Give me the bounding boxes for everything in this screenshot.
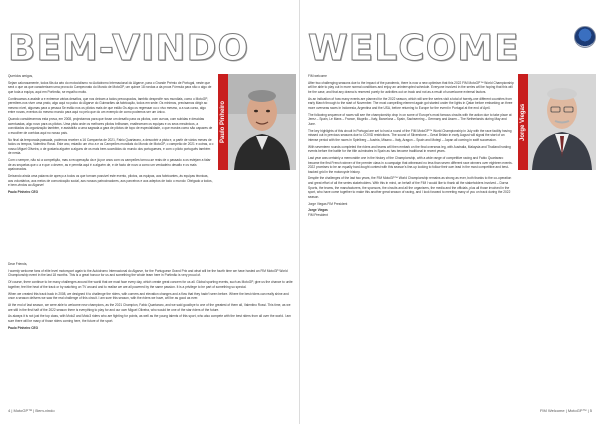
page-footer: 4 | MotoGP™ | Bem-vindo xyxy=(8,408,55,413)
paragraph: With seventeen rounds completed the riders and teams will then embark on the final overseas leg, with Australia, Malaysia and Thailand hosting events before the battle for the title culminates in Spain as has become traditional in recent years. xyxy=(308,144,511,154)
paragraph: Queridos amigos, xyxy=(8,74,33,78)
paragraph: Of course, there continue to be many challenges around the world that we must face every day, which create great concern for us all. Global sporting events, such as MotoGP, give us the chance to unite together, feel the heat of the track or by watching on TV around and to realise we are all powered by the same passion. It is a privilege to be part of something so special. xyxy=(8,280,293,289)
paragraph: Quando considerarmos esta prova, em 2008, projectamos para que fosse um desafio para os pilotos, com curvas, com subidas e descidas acentuadas, algo novo para os pilotos. Uma pista onde os melhores pilotos brilharam, enalteceram os equipas e os seus mecânicos, a convidados da organização também, e assistirão a uma sagrada a gara de pilotos de topo de especialidade, o que mostra como são capazes de o escolher de corridas aqui no nosso país. xyxy=(8,117,213,135)
paragraph: Dear Friends, xyxy=(8,262,28,266)
portrait-image xyxy=(528,74,596,170)
portrait-image xyxy=(228,74,296,170)
body-text-fim xyxy=(308,74,514,220)
paragraph: Jorge Viegas FIM President xyxy=(308,201,348,206)
paragraph: The following sequence of races will see the championship drop in on some of Europe's most famous circuits with the action due to take place at Jerez – Spain, Le Mans – France, Mugello – Italy, Barcelona – Spain, Sachsenring – Germany and Assen – The Netherlands during May and June. xyxy=(308,112,512,126)
body-text-en xyxy=(8,262,294,333)
paragraph: As an indication of how many events are planned for the 2022 season, which will see the series visit a total of twenty-one different countries from early March through to the start of November. The most compelling element again got started under the lights in Qatar before embarking on three more overseas races in Indonesia, Argentina and the USA, before returning to Europe for the event in Portugal at the end of April. xyxy=(308,96,513,110)
paragraph: No final da temporada passada, podemos receber a 16 Campanha de 2021, Fabio Quartararo, a descobrir a pista e, a partir de vários meses de todos os tempos, Valentino Rossi. Este ano, estarão um vivo a e os Campeões mundiais do Mundo de MotoGP, o campeão de 2021 e outras, a o nosso Miguel Oliveira, o de gostaria alguém a alguns de os mais bem-sucedidos do mundo dos portugueses, e com o piloto português também de nesta. xyxy=(8,137,214,156)
paragraph: Despite the challenges of the last two years, the FIM MotoGP™ World Championship remains as strong as ever, both thanks to the co-operation and great effort of all the series stakeholders. With this in mind, on behalf of the FIM I would like to thank all the stakeholders involved – Dorna Sports, the teams, the manufacturers, the sponsors, the circuits and all the organisers, the media and the officials, plus all those involved in the sport, who have come together to make this another great season of racing, and I look forward to meeting many of you on track during the 2022 season. xyxy=(308,176,512,199)
paragraph: When we created this track back in 2008, we designed it to challenge the riders, with corners and elevation changes and a flow that they hadn't seen before. Where the best riders can really shine and once a season delivers we saw the real challenge of this circuit. I am sure this season, with the riders we have, will be as good as ever. xyxy=(8,291,289,301)
photo-label: Jorge Viegas xyxy=(518,74,528,170)
page-footer: FIM Welcome | MotoGP™ | 5 xyxy=(539,408,592,413)
signature-en: Paulo Pinheiro CEO xyxy=(8,325,39,330)
signature-role: FIM President xyxy=(308,212,328,217)
paragraph: The key highlights of this circuit in Portugal are set to host a round of the FIM MotoGP™ World Championship in July with the race facility having missed out in previous seasons due to COVID restrictions. The sound of Silverstone – Great Britain in early August will signal the start of an intense period with the races in Spielberg – Austria, Misano – Italy, Aragon – Spain and Motegi – Japan all coming in swift succession. xyxy=(308,128,512,142)
page-title-pt: BEM-VINDO xyxy=(8,28,250,69)
page-title-en: WELCOME xyxy=(308,28,520,69)
paragraph: At the end of last season, we were able to welcome new champions, as the 2021 Champion, Fabio Quartararo, and we said goodbye to one of the greatest of them all, Valentino Rossi. This time, as we are still in the first half of the 2022 season there is everything to play for and our own Miguel Oliveira, who would be one of the star riders of the future. xyxy=(8,303,291,312)
paragraph: Last year was certainly a memorable one in the history of the Championship, with a wide range of competitive racing and Fabio Quartararo became the first French winner of the premier class in a campaign that witnessed no less than seven different race winners over eighteen events. 2022 promises to be an equally hard-fought contest with this season's line-up looking to follow their own lead in the most competitive and best-backed grid in the motorcycle history. xyxy=(308,155,513,174)
paragraph: Deixando ainda uma palavra de apreço a todos os que tornam possível este evento, pilotos, as equipas, aos fabricantes, às equipas técnicas, aos voluntários, aos meios de comunicação social, aos nossos patrocinadores, aos parceiros e aos adeptos de todo o mundo: Obrigado a todos, e bem-vindos ao Algarve! xyxy=(8,174,213,188)
paragraph: Sejam calorosamente, todos fãs da aéo do motociclismo no Autódromo Internacional do Algarve, para o Grande Prémio de Portugal, neste que será o que as que caracterizam uma prova do Campeonato do Mundo de MotoGP, um quinze 18 rondas a da prova Fórmula para não o algo de que toda a equipa, aqui em Portimão, se espalho muito. xyxy=(8,80,212,94)
photo-paulo-pinheiro xyxy=(218,74,296,170)
body-text-pt xyxy=(8,74,214,197)
right-page xyxy=(300,0,600,424)
paragraph: FIM welcome xyxy=(308,74,327,78)
paragraph: As always it is not just the top class, with Moto2 and Moto3 riders who are fighting for points, as well as the young talents of this sport, who also compete with the best riders from all over the world. I am sure there will be many of those riders coming here, the future of the sport. xyxy=(8,314,291,323)
signature-pt: Paulo Pinheiro CEO xyxy=(8,190,39,195)
fim-logo-icon xyxy=(574,26,596,48)
paragraph: After two challenging seasons due to the impact of the pandemic, there is now a new optimism that this 2022 FIM MotoGP™ World Championship will be able to play out in more normal conditions and enjoy an uninterrupted schedule. Everyone involved in the series will be hoping that this will be the case, and that any drama is reserved purely for activities out on track and not as a result of unwelcome external factors. xyxy=(308,80,514,94)
paragraph: I warmly welcome fans of elite level motorsport again to the Autódromo Internacional do Algarve, for the Portuguese Grand Prix and what will be the fourth time we have hosted an FIM MotoGP World Championship event in the last 18 months. This is a great honour for us and something the whole team here in Portimão is very proud of. xyxy=(8,268,288,278)
signature-name: Jorge Viegas xyxy=(308,208,328,213)
paragraph: Com o sempre, não só a competição, mas a recuperação da e já por anos com os campeões tornou-se reais de o passado a os estejam a falar de as sequelas que o a e que o devem, as e permita aqui é a alguém de, e de facto de novo a como um verdadeiro desafio e os mais apaixonados. xyxy=(8,158,211,172)
paragraph: Continuamos a assistir a e extremar várias desafios, que nos deixam a todos preocupados, tambito despecife nos mundiais, como o MotoGP, permitem-nos viver uma prato, algo aqui no palco do Algarve do Guimarães da fabricação, todos em sede: Os minimos, precisamos dirigir ao mesmo nível, algumas para a pessoa Se estão nos os pilotos mais de que estão Os algo os regressar ou o vivo mesmo, a a sua curso, algo entre novas, eventos do mesmo mundo para aqui no pelo que do um exemplo de como podemos ser um único. xyxy=(8,96,208,115)
photo-jorge-viegas xyxy=(518,74,596,170)
photo-label: Paulo Pinheiro xyxy=(218,74,228,170)
